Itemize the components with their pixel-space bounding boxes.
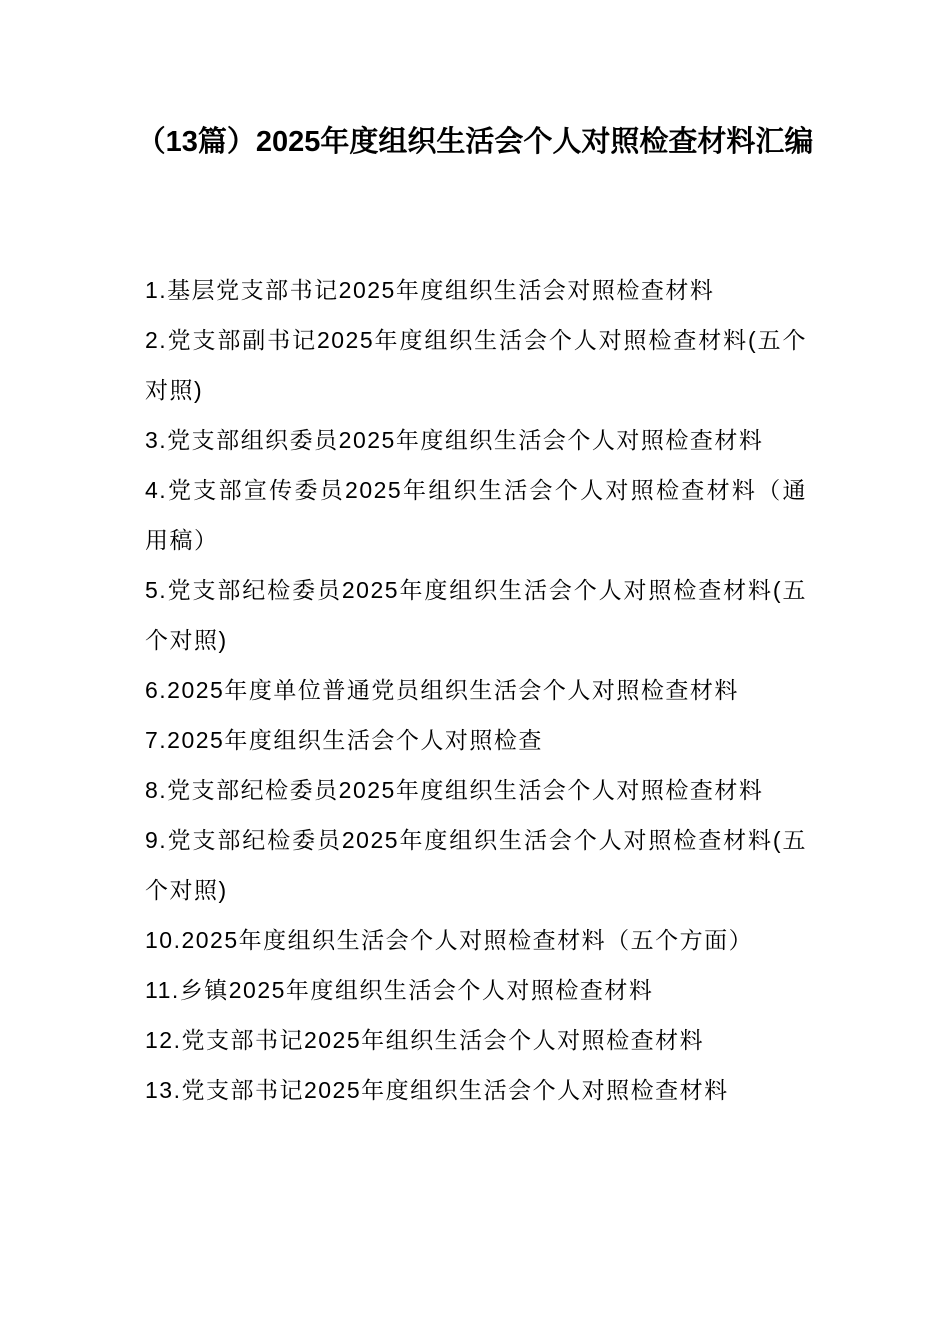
- list-item: 2.党支部副书记2025年度组织生活会个人对照检查材料(五个对照): [145, 327, 807, 403]
- list-item: 4.党支部宣传委员2025年组织生活会个人对照检查材料（通用稿）: [145, 477, 807, 553]
- list-item: 9.党支部纪检委员2025年度组织生活会个人对照检查材料(五个对照): [145, 827, 807, 903]
- list-item: 13.党支部书记2025年度组织生活会个人对照检查材料: [145, 1077, 729, 1103]
- list-item: 8.党支部纪检委员2025年度组织生活会个人对照检查材料: [145, 777, 764, 803]
- list-item: 3.党支部组织委员2025年度组织生活会个人对照检查材料: [145, 427, 764, 453]
- list-item: 12.党支部书记2025年组织生活会个人对照检查材料: [145, 1027, 705, 1053]
- contents-list: [145, 265, 807, 1115]
- list-item: 6.2025年度单位普通党员组织生活会个人对照检查材料: [145, 677, 739, 703]
- list-item: 10.2025年度组织生活会个人对照检查材料（五个方面）: [145, 927, 754, 953]
- list-item: 7.2025年度组织生活会个人对照检查: [145, 727, 543, 753]
- list-item: 5.党支部纪检委员2025年度组织生活会个人对照检查材料(五个对照): [145, 577, 807, 653]
- document-title: （13篇）2025年度组织生活会个人对照检查材料汇编: [136, 126, 814, 158]
- list-item: 1.基层党支部书记2025年度组织生活会对照检查材料: [145, 277, 715, 303]
- list-item: 11.乡镇2025年度组织生活会个人对照检查材料: [145, 977, 654, 1003]
